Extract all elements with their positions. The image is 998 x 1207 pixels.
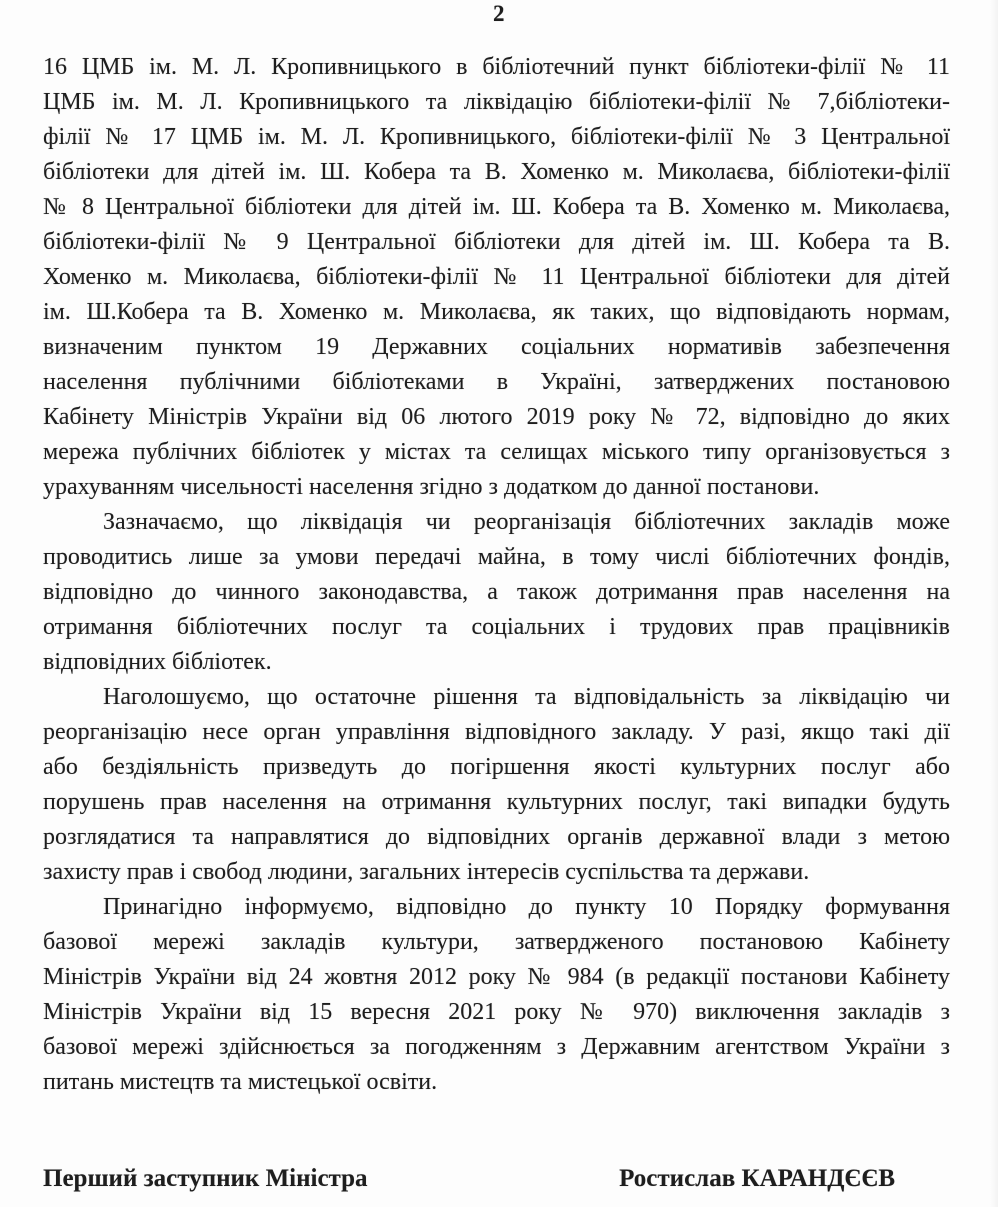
text-line-p4-l5: базової мережі здійснюється за погодженням з Державним агентством України з xyxy=(43,1034,950,1060)
text-line-p3-l2: реорганізацію несе орган управління відповідного закладу. У разі, якщо такі дії xyxy=(43,719,950,745)
text-line-p1-l2: ЦМБ ім. М. Л. Кропивницького та ліквідацію бібліотеки-філії № 7,бібліотеки- xyxy=(43,89,950,115)
text-line-p1-l12: мережа публічних бібліотек у містах та селищах міського типу організовується з xyxy=(43,439,950,465)
signatory-name: Ростислав КАРАНДЄЄВ xyxy=(619,1165,895,1192)
text-line-p1-l6: бібліотеки-філії № 9 Центральної бібліотеки для дітей ім. Ш. Кобера та В. xyxy=(43,229,950,255)
signatory-title: Перший заступник Міністра xyxy=(43,1165,368,1192)
text-line-p4-l1: Принагідно інформуємо, відповідно до пункту 10 Порядку формування xyxy=(103,894,950,920)
text-line-p3-l1: Наголошуємо, що остаточне рішення та відповідальність за ліквідацію чи xyxy=(103,684,950,710)
signature-block xyxy=(43,1163,950,1195)
document-body xyxy=(43,50,950,1100)
text-line-p4-l4: Міністрів України від 15 вересня 2021 року № 970) виключення закладів з xyxy=(43,999,950,1025)
text-line-p4-l3: Міністрів України від 24 жовтня 2012 року № 984 (в редакції постанови Кабінету xyxy=(43,964,950,990)
text-line-p3-l6: захисту прав і свобод людини, загальних інтересів суспільства та держави. xyxy=(43,859,810,885)
text-line-p2-l2: проводитись лише за умови передачі майна, в тому числі бібліотечних фондів, xyxy=(43,544,950,570)
page-number: 2 xyxy=(493,1,505,26)
text-line-p4-l6: питань мистецтв та мистецької освіти. xyxy=(43,1069,438,1095)
text-line-p1-l4: бібліотеки для дітей ім. Ш. Кобера та В. Хоменко м. Миколаєва, бібліотеки-філії xyxy=(43,159,950,185)
text-line-p1-l5: № 8 Центральної бібліотеки для дітей ім. Ш. Кобера та В. Хоменко м. Миколаєва, xyxy=(43,194,950,220)
text-line-p1-l9: визначеним пунктом 19 Державних соціальних нормативів забезпечення xyxy=(43,334,950,360)
text-line-p1-l13: урахуванням чисельності населення згідно з додатком до данної постанови. xyxy=(43,474,820,500)
text-line-p1-l3: філії № 17 ЦМБ ім. М. Л. Кропивницького, бібліотеки-філії № 3 Центральної xyxy=(43,124,950,150)
text-line-p3-l4: порушень прав населення на отримання культурних послуг, такі випадки будуть xyxy=(43,789,950,815)
text-line-p3-l3: або бездіяльність призведуть до погіршення якості культурних послуг або xyxy=(43,754,950,780)
text-line-p1-l7: Хоменко м. Миколаєва, бібліотеки-філії № 11 Центральної бібліотеки для дітей xyxy=(43,264,950,290)
text-line-p2-l5: відповідних бібліотек. xyxy=(43,649,272,675)
text-line-p2-l3: відповідно до чинного законодавства, а також дотримання прав населення на xyxy=(43,579,950,605)
text-line-p1-l11: Кабінету Міністрів України від 06 лютого 2019 року № 72, відповідно до яких xyxy=(43,404,950,430)
text-line-p4-l2: базової мережі закладів культури, затвердженого постановою Кабінету xyxy=(43,929,950,955)
text-line-p1-l8: ім. Ш.Кобера та В. Хоменко м. Миколаєва, як таких, що відповідають нормам, xyxy=(43,299,950,325)
text-line-p1-l10: населення публічними бібліотеками в Україні, затверджених постановою xyxy=(43,369,950,395)
text-line-p1-l1: 16 ЦМБ ім. М. Л. Кропивницького в бібліотечний пункт бібліотеки-філії № 11 xyxy=(43,54,950,80)
text-line-p3-l5: розглядатися та направлятися до відповідних органів державної влади з метою xyxy=(43,824,950,850)
text-line-p2-l4: отримання бібліотечних послуг та соціальних і трудових прав працівників xyxy=(43,614,950,640)
text-line-p2-l1: Зазначаємо, що ліквідація чи реорганізація бібліотечних закладів може xyxy=(103,509,950,535)
